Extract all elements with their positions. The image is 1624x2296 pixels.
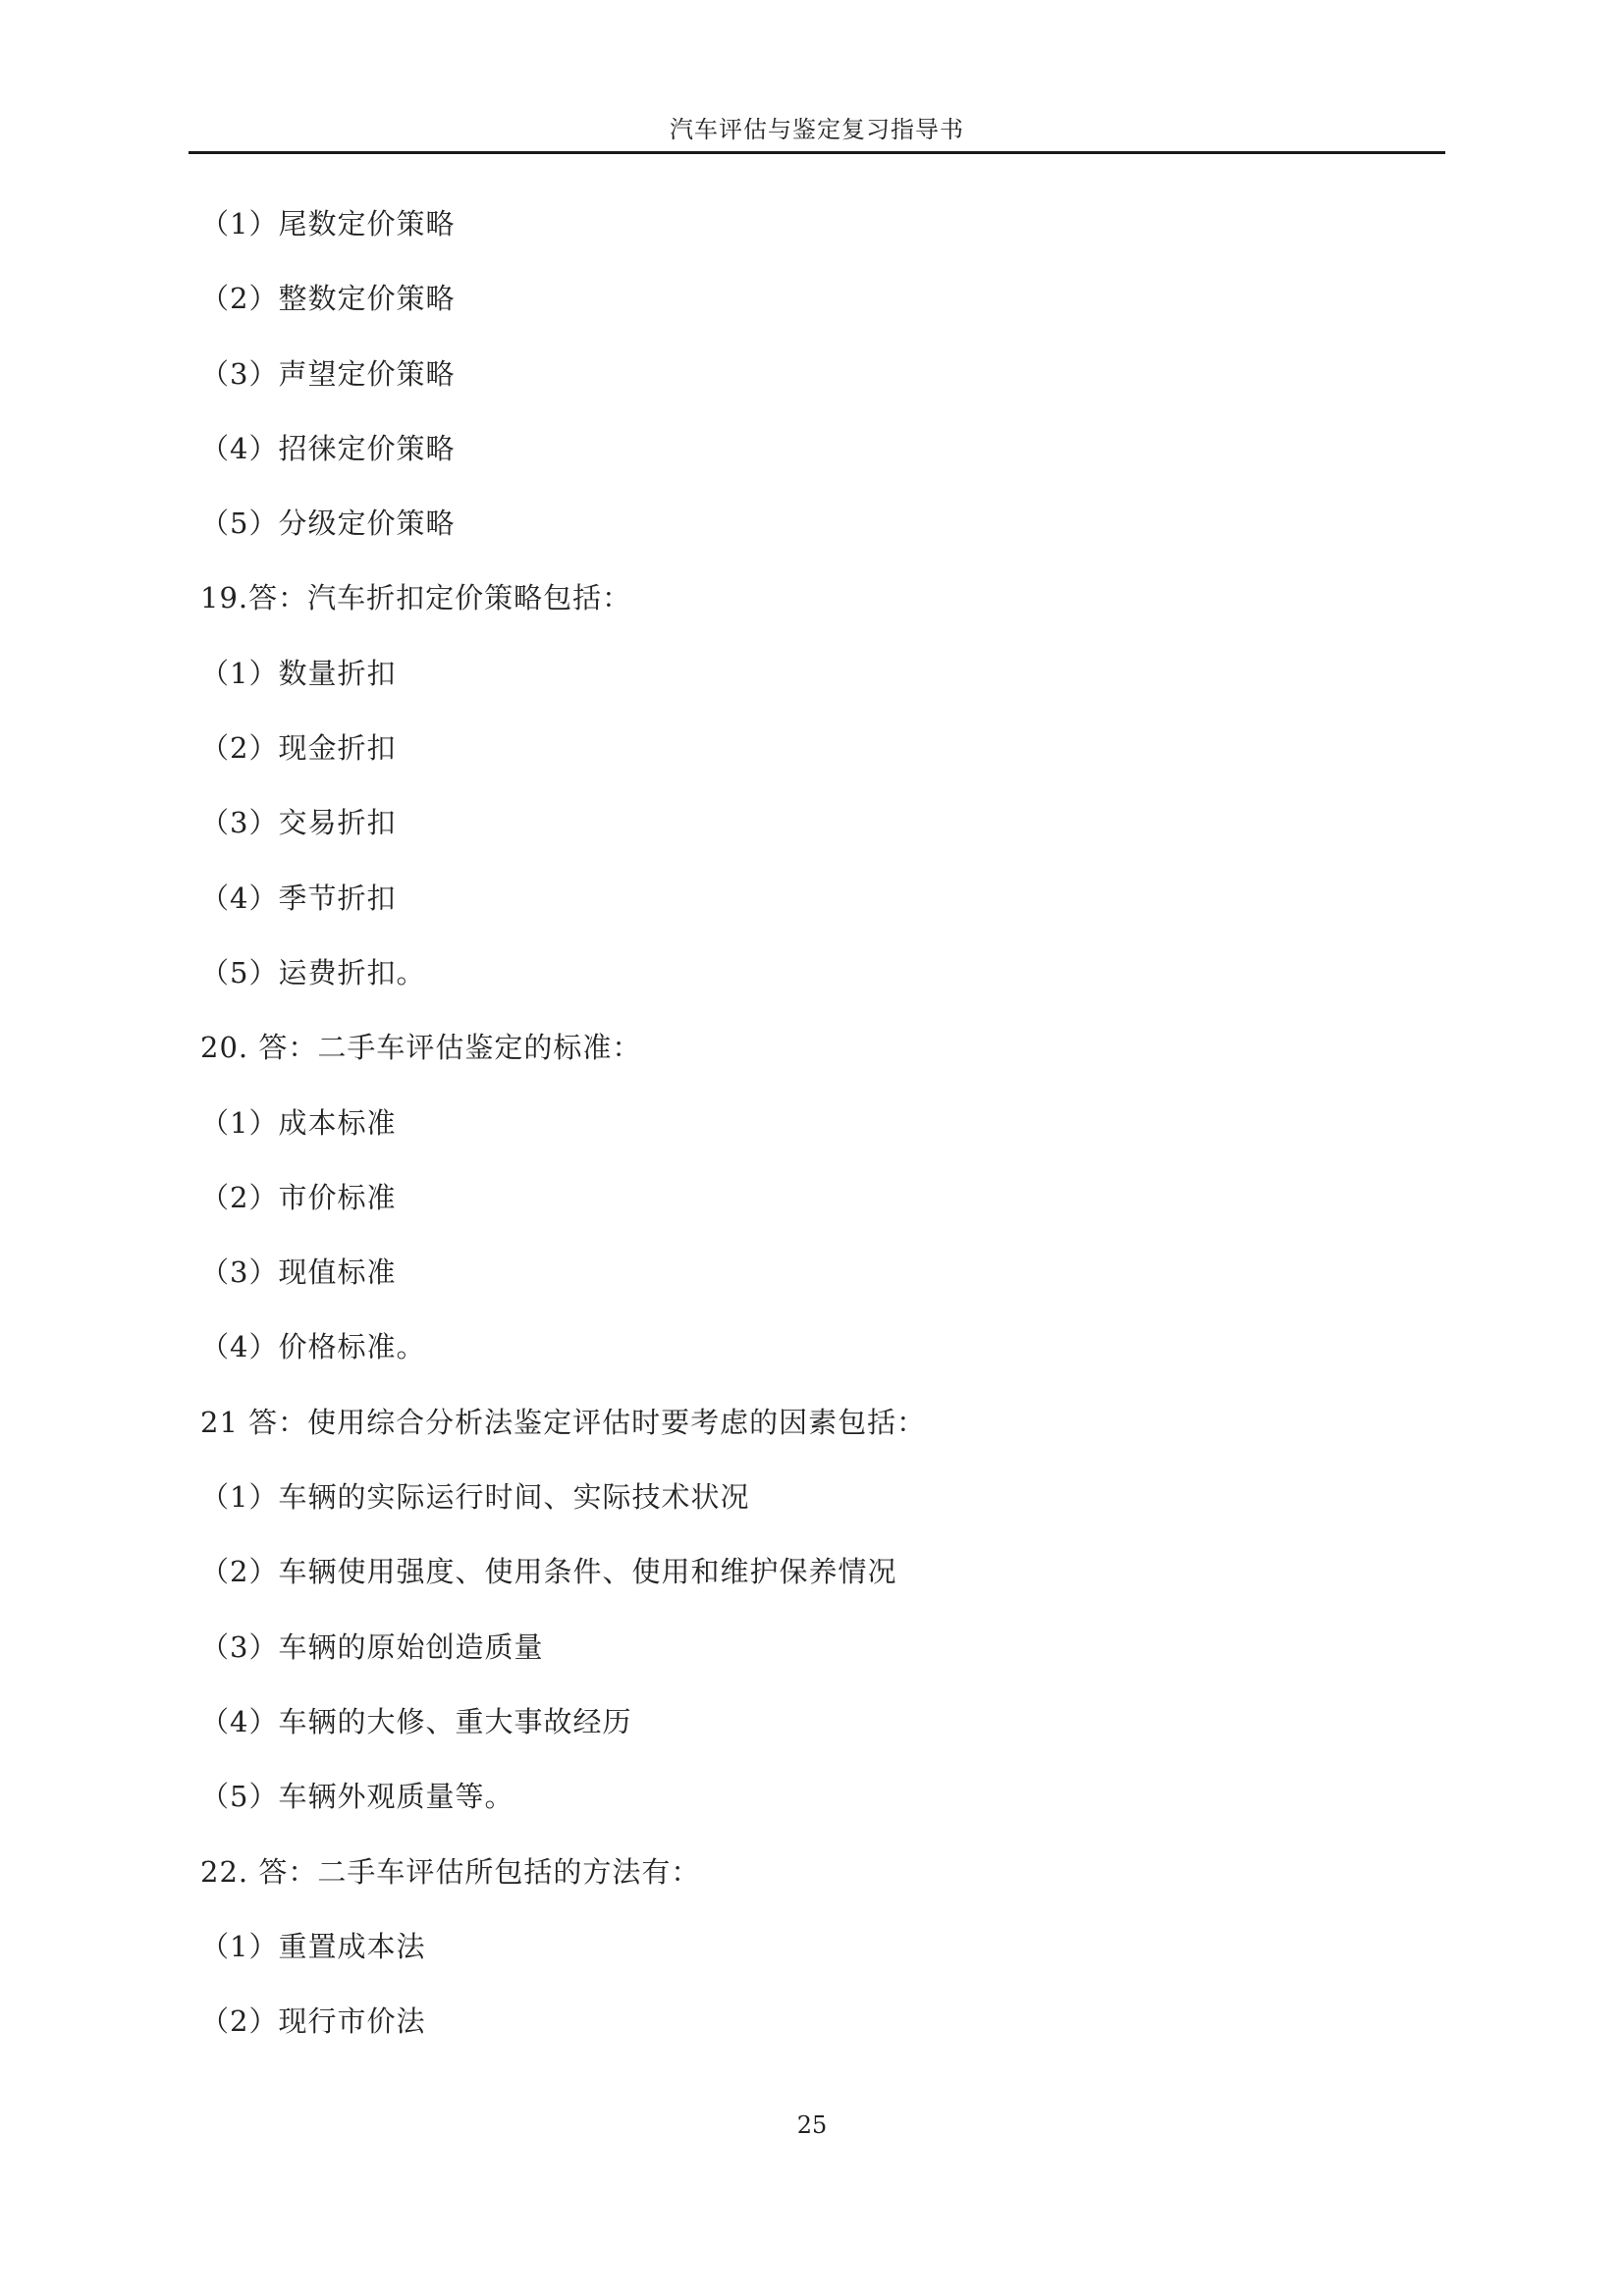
list-item: （1）车辆的实际运行时间、实际技术状况 xyxy=(200,1480,750,1515)
list-item: （4）车辆的大修、重大事故经历 xyxy=(200,1704,632,1738)
list-item: （3）车辆的原始创造质量 xyxy=(200,1629,544,1664)
list-item: （2）车辆使用强度、使用条件、使用和维护保养情况 xyxy=(200,1555,897,1589)
answer-heading: 20. 答：二手车评估鉴定的标准： xyxy=(200,1031,642,1065)
list-item: （2）现金折扣 xyxy=(200,731,397,766)
list-item: （5）分级定价策略 xyxy=(200,507,456,541)
answer-heading: 19.答：汽车折扣定价策略包括： xyxy=(200,581,632,615)
answer-heading: 22. 答：二手车评估所包括的方法有： xyxy=(200,1854,701,1889)
list-item: （1）尾数定价策略 xyxy=(200,207,456,240)
list-item: （3）交易折扣 xyxy=(200,806,397,840)
list-item: （4）价格标准。 xyxy=(200,1330,426,1364)
list-item: （4）招徕定价策略 xyxy=(200,431,456,465)
list-item: （4）季节折扣 xyxy=(200,881,397,915)
document-title: 汽车评估与鉴定复习指导书 xyxy=(670,116,964,143)
list-item: （5）车辆外观质量等。 xyxy=(200,1780,514,1814)
list-item: （5）运费折扣。 xyxy=(200,955,426,989)
list-item: （2）整数定价策略 xyxy=(200,282,456,316)
page-number: 25 xyxy=(796,2111,828,2139)
list-item: （1）成本标准 xyxy=(200,1105,397,1140)
page-header xyxy=(189,108,1445,154)
answer-heading: 21 答：使用综合分析法鉴定评估时要考虑的因素包括： xyxy=(200,1405,927,1439)
list-item: （3）现值标准 xyxy=(200,1255,397,1290)
list-item: （1）数量折扣 xyxy=(200,656,397,690)
answer-content xyxy=(200,204,1437,2076)
list-item: （1）重置成本法 xyxy=(200,1929,426,1963)
list-item: （3）声望定价策略 xyxy=(200,356,456,391)
list-item: （2）市价标准 xyxy=(200,1180,397,1214)
list-item: （2）现行市价法 xyxy=(200,2004,426,2039)
